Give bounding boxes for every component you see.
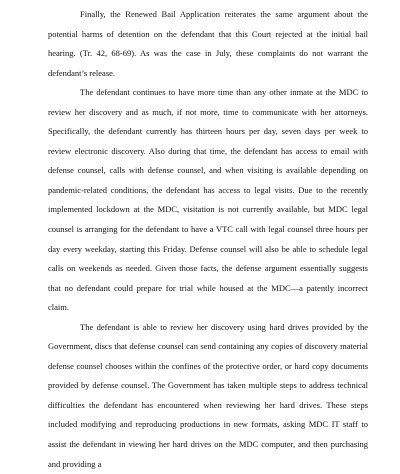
document-body bbox=[48, 5, 368, 474]
paragraph-1: Finally, the Renewed Bail Application reiterates the same argument about the potential harms of detention on the defendant that this Court rejected at the initial bail hearing. (Tr. 42, 68-69). As was the case in July, these complaints do not warrant the defendant’s release. bbox=[48, 9, 368, 78]
paragraph-3: The defendant is able to review her discovery using hard drives provided by the Government, discs that defense counsel can send containing any copies of discovery material defense counsel chooses within the confines of the protective order, or hard copy documents provided by defense counsel. The Government has taken multiple steps to address technical difficulties the defendant has encountered when reviewing her hard drives. These steps included modifying and reproducing productions in new formats, asking MDC IT staff to assist the defendant in viewing her hard drives on the MDC computer, and then purchasing and providing a bbox=[48, 321, 368, 469]
paragraph-2: The defendant continues to have more time than any other inmate at the MDC to review her discovery and as much, if not more, time to communicate with her attorneys. Specifically, the defendant currently has thirteen hours per day, seven days per week to review electronic discovery. Also during that time, the defendant has access to email with defense counsel, calls with defense counsel, and when visiting is available depending on pandemic-related conditions, the defendant has access to legal visits. Due to the recently implemented lockdown at the MDC, visitation is not currently available, but MDC legal counsel is arranging for the defendant to have a VTC call with legal counsel three hours per day every weekday, starting this Friday. Defense counsel will also be able to schedule legal calls on weekends as needed. Given those facts, the defense argument essentially suggests that no defendant could prepare for trial while housed at the MDC—a patently incorrect claim. bbox=[48, 87, 368, 313]
